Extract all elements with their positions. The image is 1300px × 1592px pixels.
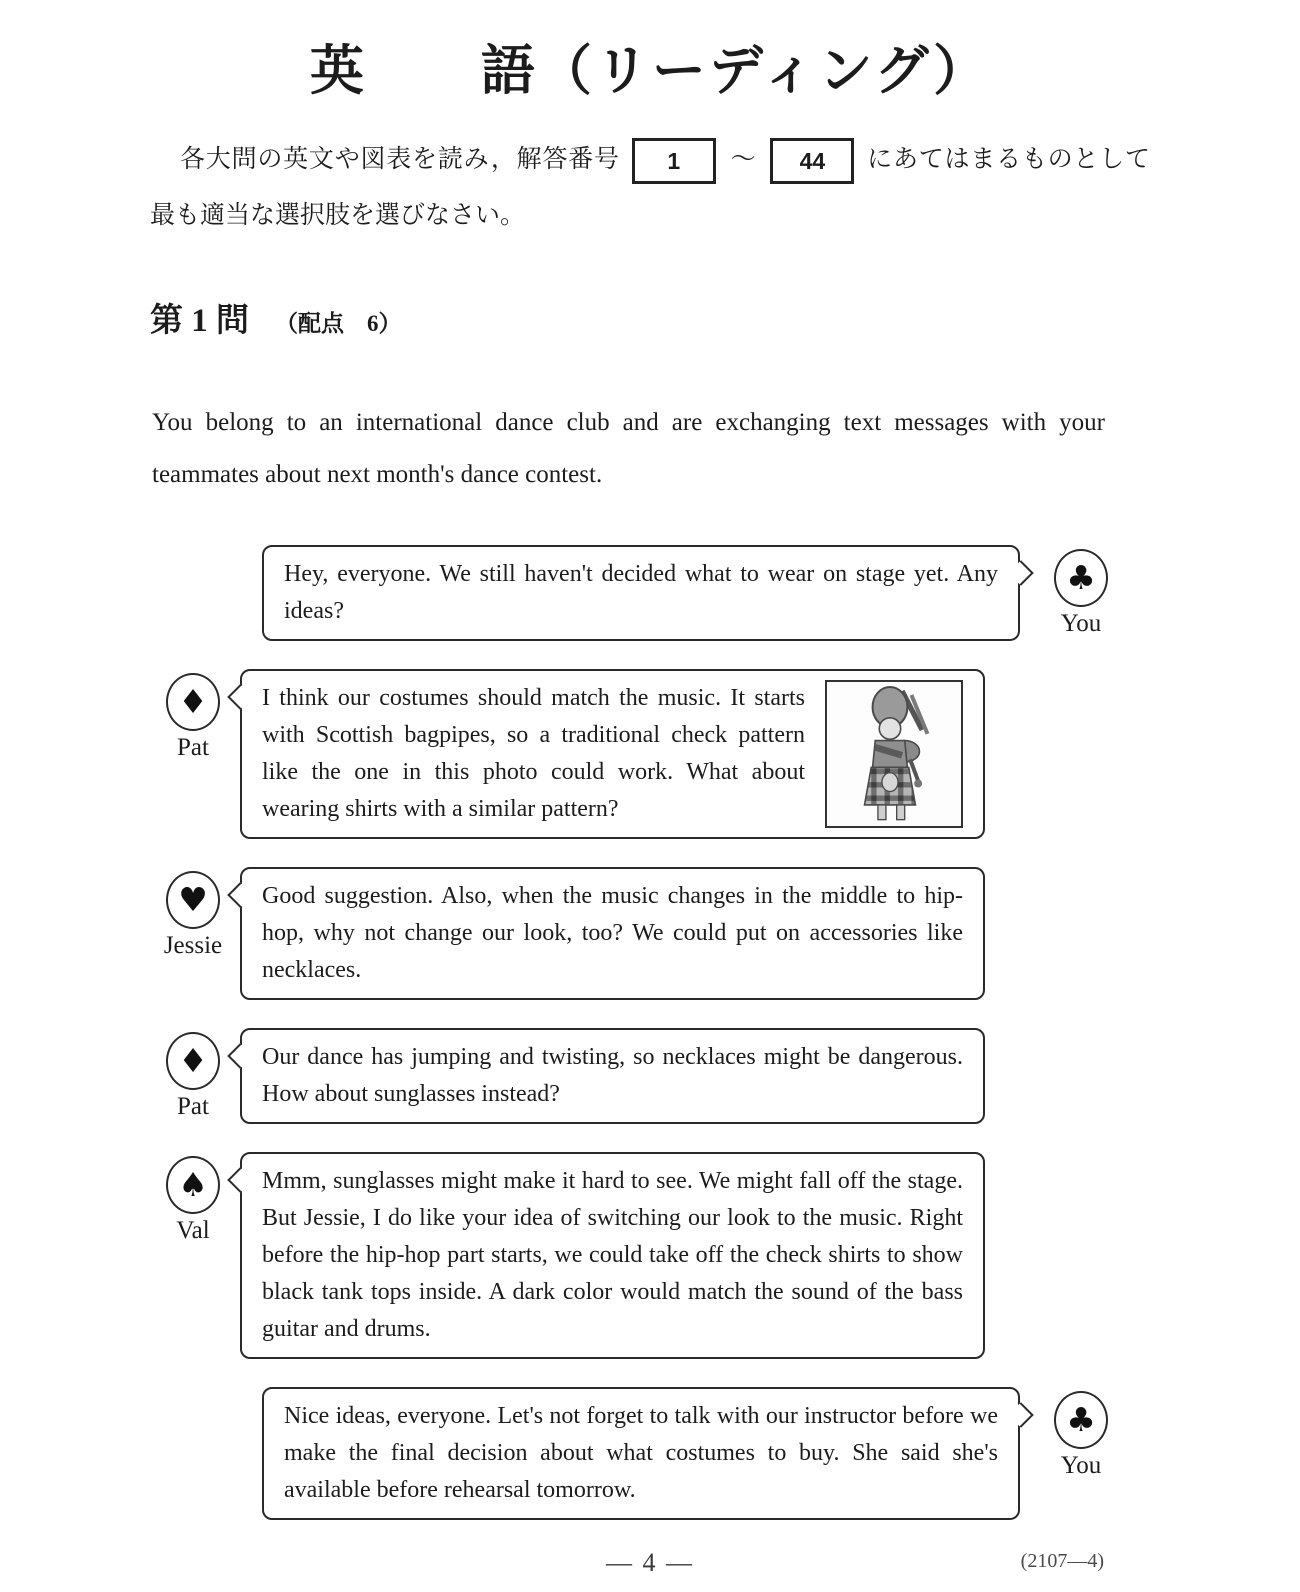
- scenario-text: You belong to an international dance club and are exchanging text messages with your teammates about next month's dance contest.: [152, 408, 1105, 488]
- message-bubble: [240, 1028, 985, 1124]
- speaker-label: You: [1060, 609, 1102, 637]
- page-footer: [0, 1548, 1300, 1588]
- section-heading: [150, 294, 1300, 341]
- section-number: 第 1 問: [150, 302, 249, 339]
- club-icon: ♣: [1054, 1391, 1108, 1449]
- avatar: [146, 1032, 240, 1121]
- message-text: Nice ideas, everyone. Let's not forget to talk with our instructor before we make the final decision about what costumes to buy. She said she's available before rehearsal tomorrow.: [284, 1402, 998, 1503]
- message-row: [0, 1387, 1300, 1520]
- avatar: [1034, 549, 1128, 638]
- message-text: Our dance has jumping and twisting, so necklaces might be dangerous. How about sunglasses instead?: [262, 1043, 963, 1107]
- instructions-segment-before: 各大問の英文や図表を読み，解答番号: [180, 145, 620, 173]
- speaker-label: Val: [176, 1216, 210, 1244]
- section-points: （配点 6）: [275, 310, 402, 336]
- instructions-segment-after: にあてはまるものとして: [866, 145, 1150, 173]
- message-text: Mmm, sunglasses might make it hard to see. We might fall off the stage. But Jessie, I do like your idea of switching our look to the music. Right before the hip-hop part starts, we could take off the check shirts to show black tank tops inside. A dark color would match the sound of the bass guitar and drums.: [262, 1167, 963, 1342]
- bubble-tail: [1008, 1402, 1033, 1427]
- bagpiper-photo: [825, 680, 963, 828]
- message-text: I think our costumes should match the music. It starts with Scottish bagpipes, so a traditional check pattern like the one in this photo could work. What about wearing shirts with a similar pattern?: [262, 684, 805, 822]
- message-bubble: [262, 545, 1020, 641]
- message-bubble: [240, 1152, 985, 1359]
- message-bubble: [240, 867, 985, 1000]
- document-code: (2107—4): [1020, 1549, 1104, 1572]
- speaker-label: Pat: [177, 1092, 209, 1120]
- message-row: [0, 1152, 1300, 1359]
- message-bubble: [262, 1387, 1020, 1520]
- avatar: [1034, 1391, 1128, 1480]
- exam-instructions: [150, 132, 1150, 244]
- exam-title: 英 語（リーディング）: [309, 41, 991, 101]
- message-bubble: [240, 669, 985, 839]
- avatar: [146, 871, 240, 960]
- avatar: [146, 1156, 240, 1245]
- range-separator: ～: [729, 145, 757, 173]
- speaker-label: You: [1060, 1451, 1102, 1479]
- message-text: Hey, everyone. We still haven't decided what to wear on stage yet. Any ideas?: [284, 560, 998, 624]
- page-number: — 4 —: [606, 1547, 694, 1577]
- club-icon: ♣: [1054, 549, 1108, 607]
- speaker-label: Jessie: [163, 931, 223, 959]
- message-text: Good suggestion. Also, when the music changes in the middle to hip-hop, why not change our look, too? We could put on accessories like necklaces.: [262, 882, 963, 983]
- chat-thread: [0, 545, 1300, 1520]
- speaker-label: Pat: [177, 733, 209, 761]
- message-row: [0, 867, 1300, 1000]
- instructions-segment-line2: 最も適当な選択肢を選びなさい。: [150, 201, 526, 229]
- answer-number-box-start: 1: [632, 138, 716, 184]
- message-row: [0, 1028, 1300, 1124]
- avatar: [146, 673, 240, 762]
- answer-number-box-end: 44: [770, 138, 854, 184]
- spade-icon: ♠: [166, 1156, 220, 1214]
- heart-icon: ♥: [166, 871, 220, 929]
- diamond-icon: ♦: [166, 1032, 220, 1090]
- diamond-icon: ♦: [166, 673, 220, 731]
- bubble-tail: [1008, 560, 1033, 585]
- message-row: [0, 545, 1300, 641]
- message-row: [0, 669, 1300, 839]
